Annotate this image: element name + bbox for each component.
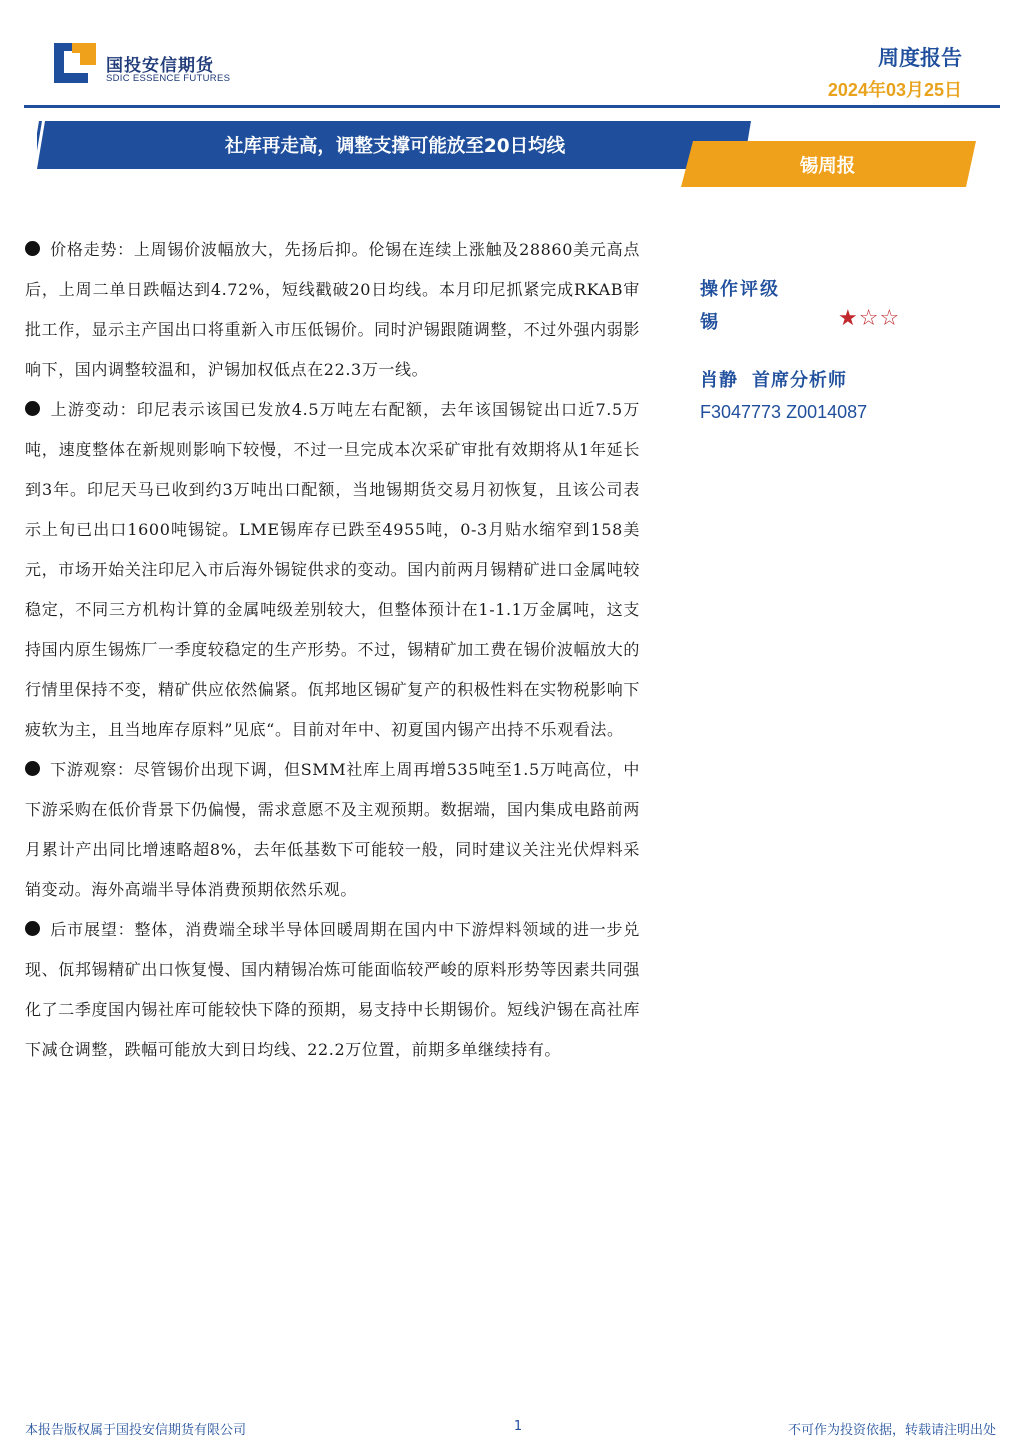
report-body (25, 230, 640, 1070)
company-logo-icon (54, 43, 96, 83)
paragraph-downstream: 下游观察：尽管锡价出现下调，但SMM社库上周再增535吨至1.5万吨高位，中下游采购在低价背景下仍偏慢，需求意愿不及主观预期。数据端，国内集成电路前两月累计产出同比增速略超8%，去年低基数下可能较一般，同时建议关注光伏焊料采销变动。海外高端半导体消费预期依然乐观。 (25, 760, 640, 899)
bullet-icon (25, 401, 40, 416)
report-type: 周度报告 (878, 46, 962, 70)
bullet-icon (25, 241, 40, 256)
bullet-icon (25, 761, 40, 776)
report-date: 2024年03月25日 (827, 80, 962, 100)
paragraph-upstream: 上游变动：印尼表示该国已发放4.5万吨左右配额，去年该国锡锭出口近7.5万吨，速度整体在新规则影响下较慢，不过一旦完成本次采矿审批有效期将从1年延长到3年。印尼天马已收到约3万吨出口配额，当地锡期货交易月初恢复，且该公司表示上旬已出口1600吨锡锭。LME锡库存已跌至4955吨，0-3月贴水缩窄到158美元，市场开始关注印尼入市后海外锡锭供求的变动。国内前两月锡精矿进口金属吨较稳定，不同三方机构计算的金属吨级差别较大，但整体预计在1-1.1万金属吨，这支持国内原生锡炼厂一季度较稳定的生产形势。不过，锡精矿加工费在锡价波幅放大的行情里保持不变，精矿供应依然偏紧。佤邦地区锡矿复产的积极性料在实物税影响下疲软为主，且当地库存原料”见底“。目前对年中、初夏国内锡产出持不乐观看法。 (25, 400, 640, 739)
bullet-icon (25, 921, 40, 936)
analyst-title: 首席分析师 (752, 370, 847, 391)
report-category-tag: 锡周报 (799, 156, 856, 177)
page-number: 1 (513, 1419, 523, 1434)
company-name-en: SDIC ESSENCE FUTURES (106, 73, 231, 84)
analyst-cert-numbers: F3047773 Z0014087 (700, 402, 868, 422)
header-divider (24, 105, 1000, 108)
analyst-name: 肖静 (700, 370, 738, 391)
footer-disclaimer: 不可作为投资依据，转载请注明出处 (787, 1423, 996, 1438)
paragraph-price-trend: 价格走势：上周锡价波幅放大，先扬后抑。伦锡在连续上涨触及28860美元高点后，上周二单日跌幅达到4.72%，短线戳破20日均线。本月印尼抓紧完成RKAB审批工作，显示主产国出口将重新入市压低锡价。同时沪锡跟随调整，不过外强内弱影响下，国内调整较温和，沪锡加权低点在22.3万一线。 (25, 240, 640, 379)
company-name-cn: 国投安信期货 (106, 56, 214, 76)
analyst (700, 366, 847, 392)
report-title: 社库再走高，调整支撑可能放至20日均线 (224, 136, 566, 157)
rating-label: 操作评级 (700, 279, 780, 300)
star-rating-icon: ★☆☆ (838, 306, 901, 331)
paragraph-outlook: 后市展望：整体，消费端全球半导体回暖周期在国内中下游焊料领域的进一步兑现、佤邦锡精矿出口恢复慢、国内精锡冶炼可能面临较严峻的原料形势等因素共同强化了二季度国内锡社库可能较快下降的预期，易支持中长期锡价。短线沪锡在高社库下减仓调整，跌幅可能放大到日均线、22.2万位置，前期多单继续持有。 (25, 920, 640, 1059)
rating-metal: 锡 (700, 312, 718, 333)
footer-copyright: 本报告版权属于国投安信期货有限公司 (25, 1423, 247, 1438)
